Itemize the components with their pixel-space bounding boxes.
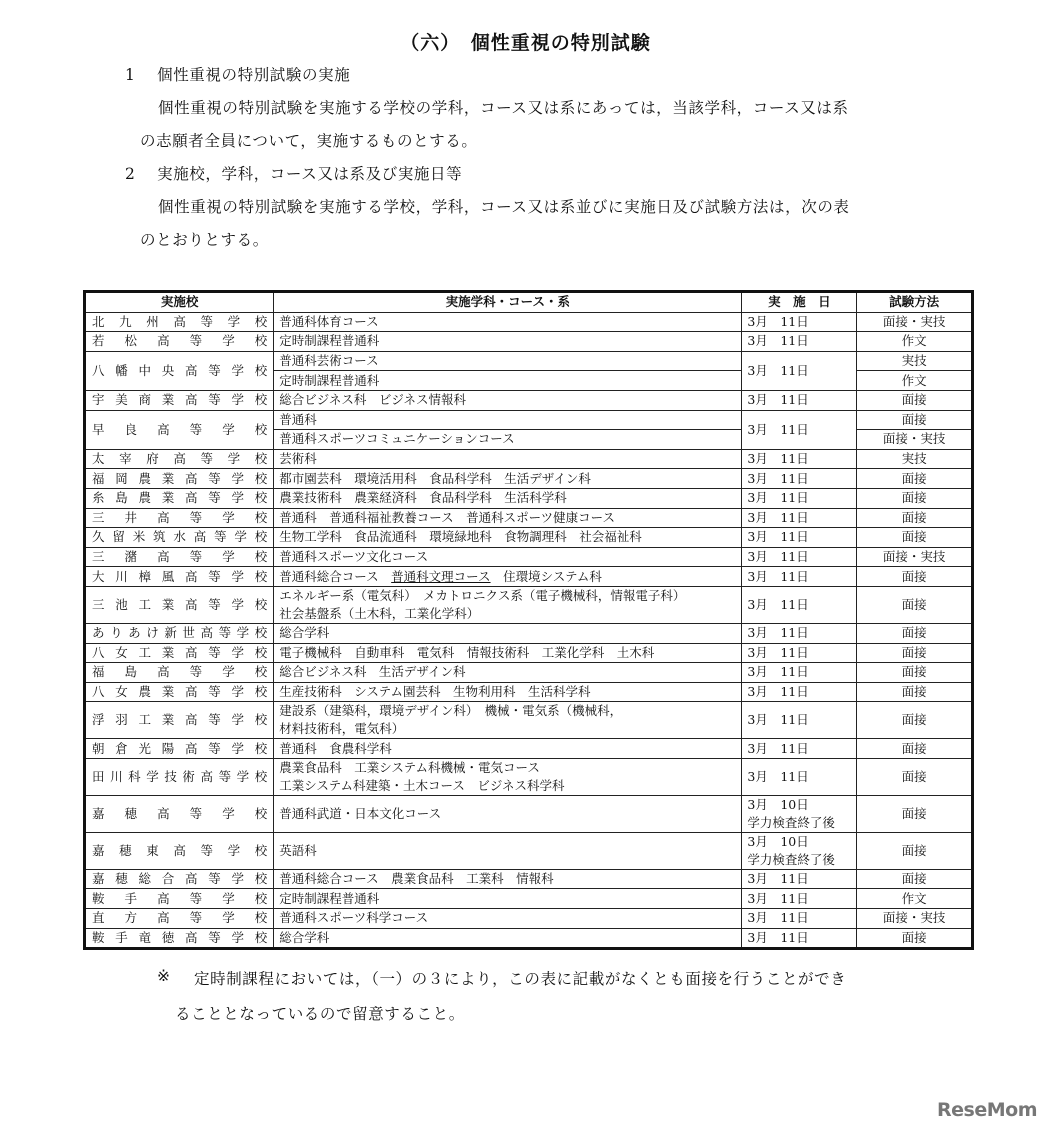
exam-date — [742, 567, 857, 587]
course-cell — [274, 430, 742, 450]
course-line: 総合ビジネス科 ビジネス情報科 — [279, 392, 467, 408]
school-name: 嘉穂東高等学校 — [85, 832, 274, 869]
school-name: 久留米筑水高等学校 — [85, 528, 274, 548]
underlined-course: 普通科文理コース — [391, 568, 491, 584]
resemom-logo: ReseMom — [937, 1099, 1037, 1121]
school-name: 嘉穂総合高等学校 — [85, 869, 274, 889]
date-line: 3月 11日 — [747, 910, 809, 926]
course-cell — [274, 488, 742, 508]
table-row — [85, 928, 973, 949]
date-line: 3月 11日 — [747, 313, 809, 329]
date-line: 3月 11日 — [747, 644, 809, 660]
course-line: 工業システム科建築・土木コース ビジネス科学科 — [279, 777, 565, 793]
course-line: 総合学科 — [279, 929, 330, 945]
exam-method: 面接 — [857, 390, 973, 410]
school-name: 糸島農業高等学校 — [85, 488, 274, 508]
table-row — [85, 682, 973, 702]
date-line: 3月 11日 — [747, 596, 809, 612]
exam-date — [742, 332, 857, 352]
school-name: 鞍手高等学校 — [85, 889, 274, 909]
date-line: 3月 11日 — [747, 625, 809, 641]
exam-method: 面接 — [857, 586, 973, 623]
course-cell — [274, 449, 742, 469]
exam-date — [742, 889, 857, 909]
section-2-heading: 2 実施校，学科，コース又は系及び実施日等 — [125, 165, 463, 183]
course-cell — [274, 702, 742, 739]
exam-date — [742, 312, 857, 332]
date-line: 3月 11日 — [747, 362, 809, 378]
course-line: 普通科体育コース — [279, 313, 379, 329]
course-line: 普通科 — [279, 411, 317, 427]
table-row — [85, 623, 973, 643]
header-course: 実施学科・コース・系 — [274, 292, 742, 313]
exam-method: 面接 — [857, 758, 973, 795]
course-cell — [274, 739, 742, 759]
exam-method: 面接 — [857, 528, 973, 548]
course-cell — [274, 332, 742, 352]
course-cell — [274, 547, 742, 567]
course-line: 普通科 食農科学科 — [279, 740, 392, 756]
course-line: 建設系（建築科，環境デザイン科） 機械・電気系（機械科， — [279, 703, 623, 719]
school-name: 三池工業高等学校 — [85, 586, 274, 623]
exam-date — [742, 488, 857, 508]
course-line: 普通科武道・日本文化コース — [279, 805, 442, 821]
course-line: エネルギー系（電気科） メカトロニクス系（電子機械科，情報電子科） — [279, 587, 686, 603]
section-2-body-line-2: のとおりとする。 — [140, 231, 269, 249]
course-line: 普通科芸術コース — [279, 353, 379, 369]
table-row — [85, 390, 973, 410]
course-cell — [274, 312, 742, 332]
course-cell — [274, 351, 742, 371]
course-cell — [274, 643, 742, 663]
table-row — [85, 528, 973, 548]
table-body — [85, 312, 973, 949]
table-row — [85, 449, 973, 469]
school-name: 大川樟風高等学校 — [85, 567, 274, 587]
date-line: 3月 11日 — [747, 683, 809, 699]
note-line-2: ることとなっているので留意すること。 — [175, 1005, 465, 1023]
table-row — [85, 332, 973, 352]
exam-method: 面接 — [857, 508, 973, 528]
exam-method: 面接・実技 — [857, 312, 973, 332]
course-cell — [274, 623, 742, 643]
course-line: 定時制課程普通科 — [279, 372, 380, 388]
date-line: 3月 11日 — [747, 664, 809, 680]
table-row — [85, 739, 973, 759]
course-line — [279, 568, 736, 586]
date-line: 3月 11日 — [747, 451, 809, 467]
date-line: 3月 11日 — [747, 333, 809, 349]
course-line: 都市園芸科 環境活用科 食品科学科 生活デザイン科 — [279, 470, 591, 486]
course-line: 定時制課程普通科 — [279, 333, 380, 349]
exam-method: 実技 — [857, 351, 973, 371]
table-row — [85, 663, 973, 683]
school-name: 八幡中央高等学校 — [85, 351, 274, 390]
date-line: 3月 11日 — [747, 421, 809, 437]
table-row — [85, 351, 973, 371]
table-row — [85, 488, 973, 508]
note-line-1: 定時制課程においては，（一）の３により，この表に記載がなくとも面接を行うことができ — [194, 970, 847, 988]
course-line: 普通科 普通科福祉教養コース 普通科スポーツ健康コース — [279, 509, 616, 525]
exam-method: 面接・実技 — [857, 909, 973, 929]
date-line: 3月 11日 — [747, 768, 809, 784]
exam-date — [742, 528, 857, 548]
school-name: 直方高等学校 — [85, 909, 274, 929]
table-row — [85, 410, 973, 430]
course-segment: 住環境システム科 — [490, 568, 602, 584]
exam-method: 面接 — [857, 643, 973, 663]
exam-method: 作文 — [857, 889, 973, 909]
exam-method: 面接 — [857, 488, 973, 508]
school-name: 三潴高等学校 — [85, 547, 274, 567]
date-line: 3月 11日 — [747, 871, 809, 887]
course-cell — [274, 869, 742, 889]
exam-date — [742, 909, 857, 929]
header-school: 実施校 — [85, 292, 274, 313]
school-name: 浮羽工業高等学校 — [85, 702, 274, 739]
exam-method: 面接・実技 — [857, 547, 973, 567]
table-row — [85, 758, 973, 795]
course-cell — [274, 586, 742, 623]
date-line: 3月 10日 — [747, 833, 809, 849]
exam-date — [742, 390, 857, 410]
date-line: 3月 11日 — [747, 529, 809, 545]
exam-date — [742, 702, 857, 739]
table-row — [85, 567, 973, 587]
exam-date — [742, 869, 857, 889]
course-cell — [274, 758, 742, 795]
school-name: 北九州高等学校 — [85, 312, 274, 332]
note-mark: ※ — [157, 967, 171, 985]
school-name: 鞍手竜徳高等学校 — [85, 928, 274, 949]
exam-method: 面接 — [857, 832, 973, 869]
course-line: 普通科総合コース 農業食品科 工業科 情報科 — [279, 871, 554, 887]
date-line: 3月 11日 — [747, 929, 809, 945]
table-row — [85, 643, 973, 663]
date-line: 3月 11日 — [747, 549, 809, 565]
course-cell — [274, 469, 742, 489]
course-cell — [274, 682, 742, 702]
course-cell — [274, 390, 742, 410]
course-cell — [274, 663, 742, 683]
course-line: 芸術科 — [279, 451, 317, 467]
exam-method: 面接 — [857, 682, 973, 702]
exam-method: 面接 — [857, 795, 973, 832]
course-line: 普通科スポーツ文化コース — [279, 549, 429, 565]
course-cell — [274, 528, 742, 548]
exam-date — [742, 663, 857, 683]
exam-date — [742, 795, 857, 832]
course-cell — [274, 909, 742, 929]
school-name: 太宰府高等学校 — [85, 449, 274, 469]
course-line: 電子機械科 自動車科 電気科 情報技術科 工業化学科 土木科 — [279, 644, 655, 660]
table-row — [85, 909, 973, 929]
table-row — [85, 889, 973, 909]
exam-date — [742, 469, 857, 489]
exam-date — [742, 547, 857, 567]
table-header-row — [85, 292, 973, 313]
exam-date — [742, 586, 857, 623]
exam-method: 面接 — [857, 869, 973, 889]
school-name: 若松高等学校 — [85, 332, 274, 352]
course-cell — [274, 832, 742, 869]
date-line: 3月 11日 — [747, 490, 809, 506]
section-2-body-line-1: 個性重視の特別試験を実施する学校，学科，コース又は系並びに実施日及び試験方法は，次の表 — [158, 198, 850, 216]
school-name: 八女農業高等学校 — [85, 682, 274, 702]
section-1-body-line-1: 個性重視の特別試験を実施する学校の学科，コース又は系にあっては，当該学科，コース又は系 — [158, 99, 849, 117]
exam-method: 面接 — [857, 410, 973, 430]
course-line: 材料技術科，電気科） — [279, 721, 405, 737]
date-line: 学力検査終了後 — [747, 851, 835, 867]
date-line: 3月 11日 — [747, 568, 809, 584]
exam-method: 面接 — [857, 702, 973, 739]
exam-date — [742, 351, 857, 390]
date-line: 3月 11日 — [747, 470, 809, 486]
course-line: 社会基盤系（土木科，工業化学科） — [279, 605, 480, 621]
exam-date — [742, 758, 857, 795]
course-cell — [274, 795, 742, 832]
header-method: 試験方法 — [857, 292, 973, 313]
exam-date — [742, 832, 857, 869]
course-line: 総合ビジネス科 生活デザイン科 — [279, 664, 466, 680]
table-row — [85, 312, 973, 332]
section-title: （六） 個性重視の特別試験 — [400, 32, 651, 54]
school-name: 朝倉光陽高等学校 — [85, 739, 274, 759]
school-name: 嘉穂高等学校 — [85, 795, 274, 832]
course-cell — [274, 567, 742, 587]
school-name: 田川科学技術高等学校 — [85, 758, 274, 795]
exam-method: 実技 — [857, 449, 973, 469]
exam-method: 面接 — [857, 663, 973, 683]
exam-method: 面接 — [857, 567, 973, 587]
exam-method: 面接 — [857, 739, 973, 759]
school-name: 三井高等学校 — [85, 508, 274, 528]
table-row — [85, 795, 973, 832]
course-cell — [274, 410, 742, 430]
school-name: 宇美商業高等学校 — [85, 390, 274, 410]
date-line: 3月 11日 — [747, 890, 809, 906]
special-exam-table — [83, 290, 974, 950]
date-line: 3月 10日 — [747, 796, 809, 812]
school-name: 八女工業高等学校 — [85, 643, 274, 663]
exam-date — [742, 682, 857, 702]
exam-date — [742, 508, 857, 528]
school-name: ありあけ新世高等学校 — [85, 623, 274, 643]
date-line: 学力検査終了後 — [747, 814, 835, 830]
exam-method: 作文 — [857, 332, 973, 352]
table-row — [85, 832, 973, 869]
exam-method: 作文 — [857, 371, 973, 391]
exam-date — [742, 739, 857, 759]
exam-date — [742, 928, 857, 949]
course-line: 農業技術科 農業経済科 食品科学科 生活科学科 — [279, 490, 567, 506]
table-row — [85, 469, 973, 489]
table-row — [85, 547, 973, 567]
course-line: 生物工学科 食品流通科 環境緑地科 食物調理科 社会福祉科 — [279, 529, 642, 545]
course-line: 英語科 — [279, 842, 317, 858]
exam-date — [742, 643, 857, 663]
course-line: 総合学科 — [279, 625, 330, 641]
course-line: 農業食品科 工業システム科機械・電気コース — [279, 759, 540, 775]
course-line: 普通科スポーツ科学コース — [279, 910, 429, 926]
date-line: 3月 11日 — [747, 392, 809, 408]
school-name: 福島高等学校 — [85, 663, 274, 683]
header-date: 実 施 日 — [742, 292, 857, 313]
exam-method: 面接 — [857, 469, 973, 489]
table-row — [85, 869, 973, 889]
course-cell — [274, 508, 742, 528]
date-line: 3月 11日 — [747, 740, 809, 756]
course-line: 定時制課程普通科 — [279, 890, 380, 906]
school-name: 福岡農業高等学校 — [85, 469, 274, 489]
date-line: 3月 11日 — [747, 712, 809, 728]
school-name: 早良高等学校 — [85, 410, 274, 449]
exam-method: 面接・実技 — [857, 430, 973, 450]
exam-method: 面接 — [857, 928, 973, 949]
course-cell — [274, 371, 742, 391]
table-row — [85, 508, 973, 528]
section-1-body-line-2: の志願者全員について，実施するものとする。 — [140, 132, 478, 150]
course-cell — [274, 889, 742, 909]
section-1-heading: 1 個性重視の特別試験の実施 — [125, 66, 351, 84]
table-row — [85, 586, 973, 623]
course-line: 普通科スポーツコミュニケーションコース — [279, 431, 515, 447]
course-segment: 普通科総合コース — [279, 568, 392, 584]
exam-date — [742, 410, 857, 449]
course-line: 生産技術科 システム園芸科 生物利用科 生活科学科 — [279, 683, 591, 699]
course-cell — [274, 928, 742, 949]
exam-date — [742, 623, 857, 643]
date-line: 3月 11日 — [747, 509, 809, 525]
exam-date — [742, 449, 857, 469]
exam-method: 面接 — [857, 623, 973, 643]
table-row — [85, 702, 973, 739]
